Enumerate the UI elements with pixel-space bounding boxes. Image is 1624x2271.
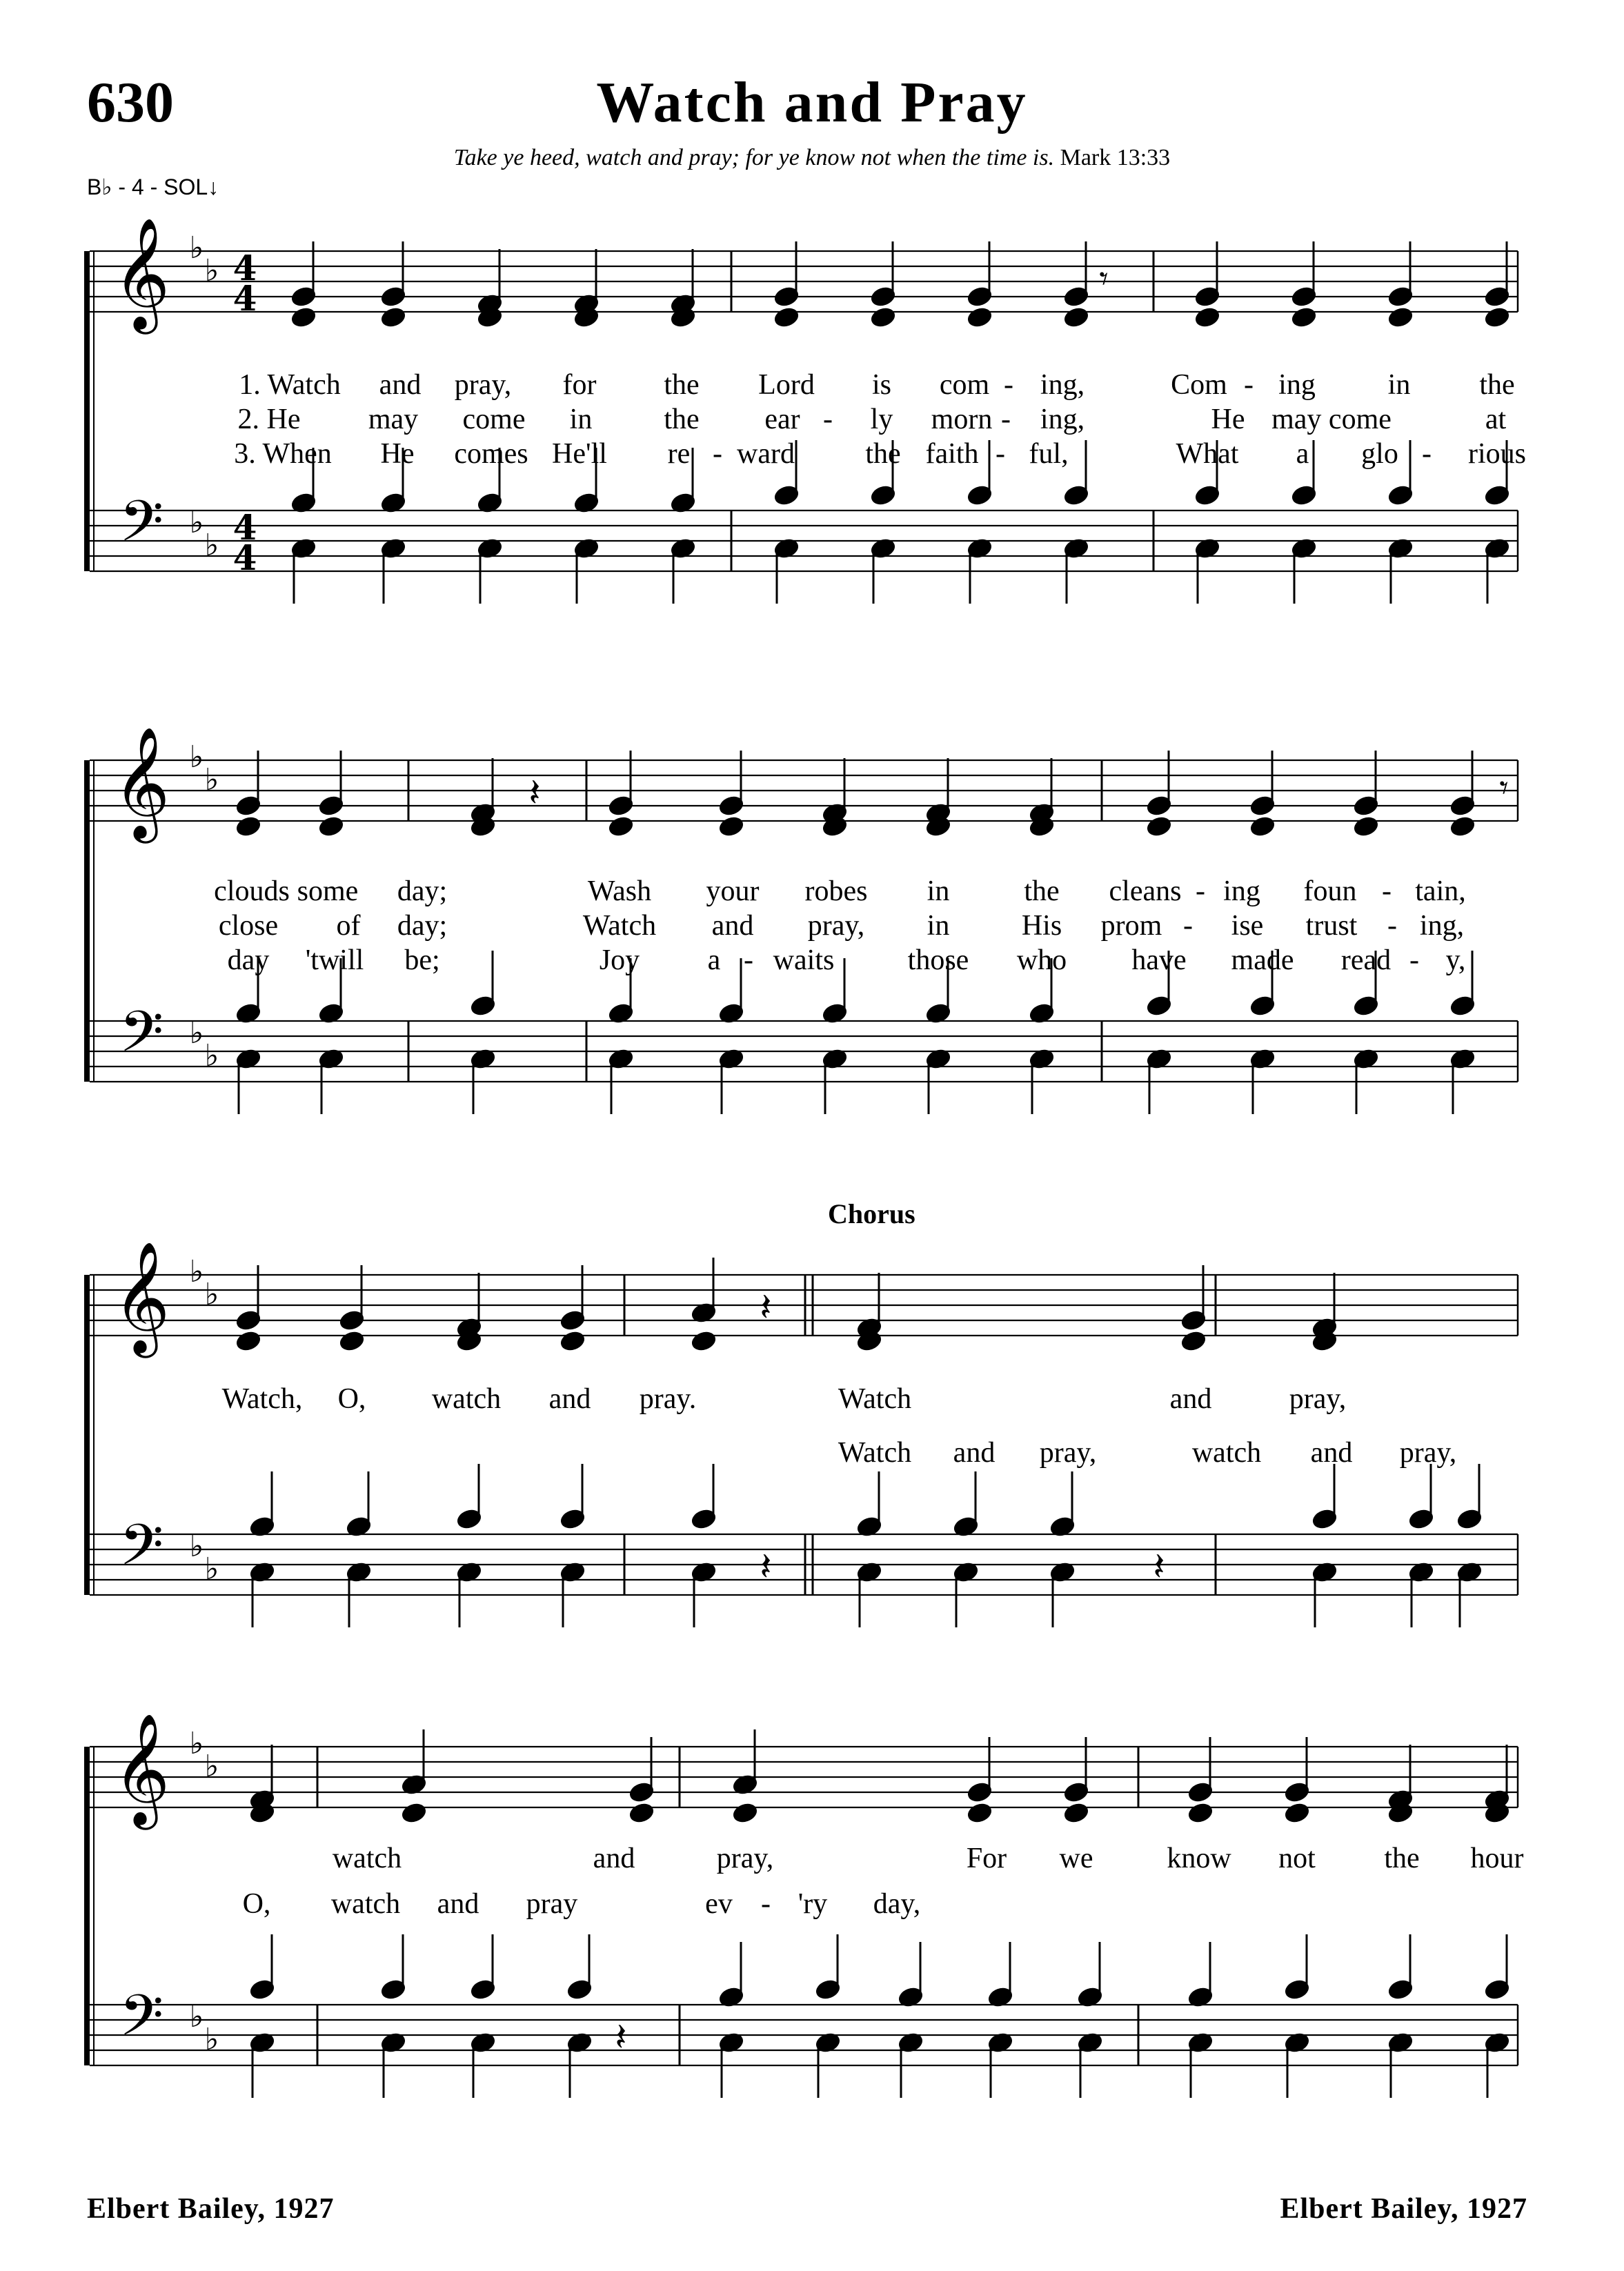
lyric-verse2: ing,: [1419, 910, 1465, 942]
note-head: [1284, 1802, 1310, 1824]
lyric-verse3: rious: [1468, 438, 1526, 470]
quarter-rest-icon: 𝄽: [1153, 1545, 1165, 1589]
lyric-chorus-line1: Watch: [838, 1383, 912, 1415]
note-head: [1194, 306, 1220, 328]
time-signature-top: 4: [232, 248, 257, 288]
lyric-chorus-line1: pray,: [1289, 1383, 1347, 1415]
lyric-chorus-line1: and: [548, 1383, 591, 1415]
note-head: [1063, 306, 1089, 328]
note-head: [339, 1330, 365, 1352]
lyric-verse3: re: [667, 438, 691, 470]
lyric-verse1: robes: [804, 875, 868, 907]
note-head: [1449, 815, 1476, 837]
flat-e-icon: ♭: [204, 1749, 219, 1784]
lyric-verse1: ing: [1223, 875, 1260, 907]
treble-clef-icon: 𝄞: [112, 217, 170, 330]
lyric-chorus-line4: 'ry: [798, 1888, 828, 1920]
quarter-rest-icon: 𝄽: [615, 2015, 627, 2060]
lyric-chorus-line4: watch: [330, 1888, 401, 1920]
lyric-verse2: come: [462, 404, 526, 435]
lyric-verse1: ing,: [1040, 369, 1085, 401]
note-head: [1187, 1802, 1214, 1824]
bass-clef-icon: 𝄢: [119, 1982, 164, 2063]
lyric-chorus-line2: Watch: [838, 1437, 912, 1469]
lyric-verse3: faith: [925, 438, 979, 470]
lyric-verse2: ing,: [1040, 404, 1085, 435]
lyric-verse2: close: [218, 910, 279, 942]
lyric-verse1: Lord: [758, 369, 815, 401]
lyric-verse1: -: [1382, 875, 1392, 907]
note-head: [608, 815, 634, 837]
bass-clef-icon: 𝄢: [119, 998, 164, 1079]
treble-clef-icon: 𝄞: [112, 1241, 170, 1353]
note-head: [401, 1802, 427, 1824]
lyric-verse3: a: [1296, 438, 1309, 470]
note-head: [380, 306, 406, 328]
lyric-verse2: prom: [1100, 910, 1162, 942]
credit-left: Elbert Bailey, 1927: [87, 2193, 335, 2225]
time-signature-bottom: 4: [232, 537, 257, 578]
flat-e-icon: ♭: [204, 762, 219, 797]
note-head: [318, 815, 344, 837]
note-head: [967, 1802, 993, 1824]
flat-b-icon: ♭: [189, 1999, 204, 2034]
lyric-verse1: for: [562, 369, 597, 401]
quarter-rest-icon: 𝄽: [760, 1545, 772, 1589]
note-head: [732, 1802, 758, 1824]
lyric-verse2: the: [664, 404, 700, 435]
quarter-rest-icon: 𝄽: [760, 1285, 772, 1330]
flat-e-icon: ♭: [204, 253, 219, 288]
flat-b-icon: ♭: [189, 1254, 204, 1289]
lyric-verse3: Joy: [599, 944, 640, 976]
bass-clef-icon: 𝄢: [119, 1511, 164, 1592]
lyric-verse1: tain,: [1415, 875, 1466, 907]
lyric-verse2: may come: [1271, 404, 1392, 435]
lyric-verse1: the: [664, 369, 700, 401]
flat-b-icon: ♭: [189, 1529, 204, 1564]
quarter-rest-icon: 𝄽: [528, 771, 541, 815]
bass-clef-icon: 𝄢: [119, 488, 164, 568]
note-head: [1063, 1802, 1089, 1824]
lyric-verse1: Wash: [587, 875, 652, 907]
lyric-chorus-line3: pray,: [716, 1843, 774, 1874]
lyric-chorus-line1: pray.: [639, 1383, 697, 1415]
treble-clef-icon: 𝄞: [112, 726, 170, 839]
lyric-chorus-line3: watch: [332, 1843, 402, 1874]
lyric-chorus-line2: and: [1310, 1437, 1353, 1469]
lyric-verse3: glo: [1361, 438, 1398, 470]
lyric-verse2: 2. He: [237, 404, 301, 435]
flat-e-icon: ♭: [204, 1038, 219, 1073]
flat-e-icon: ♭: [204, 2022, 219, 2057]
lyric-verse3: who: [1016, 944, 1067, 976]
lyric-verse3: ward: [737, 438, 795, 470]
flat-b-icon: ♭: [189, 740, 204, 775]
lyric-verse2: He: [1211, 404, 1245, 435]
lyric-verse2: ise: [1231, 910, 1264, 942]
lyric-verse2: at: [1485, 404, 1507, 435]
lyric-verse1: 1. Watch: [239, 369, 341, 401]
lyric-verse1: -: [1244, 369, 1254, 401]
lyric-verse1: some: [297, 875, 359, 907]
note-head: [870, 306, 896, 328]
lyric-chorus-line4: -: [761, 1888, 771, 1920]
note-head: [1353, 815, 1379, 837]
lyric-chorus-line2: pray,: [1039, 1437, 1097, 1469]
lyric-verse2: -: [1001, 404, 1011, 435]
lyric-verse2: -: [1387, 910, 1397, 942]
lyric-chorus-line2: pray,: [1399, 1437, 1457, 1469]
lyric-verse3: -: [1422, 438, 1432, 470]
lyric-verse3: What: [1176, 438, 1239, 470]
flat-b-icon: ♭: [189, 1015, 204, 1051]
note-head: [235, 1330, 261, 1352]
lyric-verse2: of: [336, 910, 361, 942]
lyric-verse3: 'twill: [305, 944, 364, 976]
note-head: [290, 306, 317, 328]
lyric-verse3: the: [865, 438, 901, 470]
lyric-verse1: is: [871, 369, 892, 401]
lyric-verse2: may: [368, 404, 419, 435]
lyric-verse2: His: [1021, 910, 1062, 942]
lyric-verse3: those: [907, 944, 969, 976]
treble-clef-icon: 𝄞: [112, 1713, 170, 1825]
lyric-verse3: waits: [773, 944, 835, 976]
lyric-verse2: ly: [870, 404, 893, 435]
lyric-verse3: read: [1340, 944, 1392, 976]
eighth-rest-icon: 𝄾: [1499, 768, 1509, 809]
lyric-chorus-line1: watch: [431, 1383, 502, 1415]
lyric-verse1: your: [706, 875, 760, 907]
lyric-verse2: morn: [931, 404, 993, 435]
lyric-chorus-line3: and: [593, 1843, 635, 1874]
lyric-verse1: com: [939, 369, 990, 401]
hymn-title: Watch and Pray: [596, 70, 1028, 135]
lyric-chorus-line1: O,: [337, 1383, 366, 1415]
time-signature-bottom: 4: [232, 278, 257, 319]
lyric-verse3: He: [380, 438, 415, 470]
flat-b-icon: ♭: [189, 505, 204, 540]
eighth-rest-icon: 𝄾: [1099, 259, 1109, 299]
lyric-verse3: -: [996, 438, 1005, 470]
lyric-verse1: -: [1004, 369, 1013, 401]
lyric-chorus-line3: hour: [1470, 1843, 1524, 1874]
lyric-chorus-line3: the: [1384, 1843, 1420, 1874]
scripture-quote: Take ye heed, watch and pray; for ye know not when the time is.: [453, 145, 1055, 170]
note-head: [967, 306, 993, 328]
lyric-verse3: ful,: [1029, 438, 1069, 470]
lyric-chorus-line4: ev: [705, 1888, 733, 1920]
note-head: [773, 306, 800, 328]
lyric-verse3: be;: [404, 944, 440, 976]
note-head: [560, 1330, 586, 1352]
lyric-verse1: and: [379, 369, 422, 401]
lyric-verse3: day: [227, 944, 270, 976]
lyric-chorus-line3: For: [966, 1843, 1007, 1874]
lyric-chorus-line3: not: [1278, 1843, 1316, 1874]
lyric-verse3: comes: [454, 438, 528, 470]
lyric-verse2: day;: [397, 910, 448, 942]
flat-b-icon: ♭: [189, 1726, 204, 1761]
lyric-chorus-line4: and: [437, 1888, 479, 1920]
lyric-chorus-line4: pray: [526, 1888, 578, 1920]
lyric-verse1: Com: [1171, 369, 1227, 401]
lyric-verse3: He'll: [552, 438, 607, 470]
lyric-verse1: foun: [1303, 875, 1357, 907]
lyric-verse1: in: [1387, 369, 1411, 401]
lyric-verse1: in: [927, 875, 950, 907]
lyric-verse1: the: [1024, 875, 1060, 907]
lyric-verse2: Watch: [582, 910, 657, 942]
flat-e-icon: ♭: [204, 1277, 219, 1312]
lyric-chorus-line2: and: [953, 1437, 996, 1469]
lyric-verse2: -: [1183, 910, 1193, 942]
lyric-verse2: trust: [1305, 910, 1358, 942]
lyric-chorus-line4: O,: [242, 1888, 271, 1920]
note-head: [235, 815, 261, 837]
lyric-chorus-line1: Watch,: [221, 1383, 303, 1415]
lyric-verse3: -: [744, 944, 753, 976]
lyric-chorus-line2: watch: [1191, 1437, 1262, 1469]
note-head: [691, 1330, 717, 1352]
lyric-verse3: -: [713, 438, 722, 470]
note-head: [1484, 306, 1510, 328]
lyric-verse1: ing: [1278, 369, 1316, 401]
lyric-verse2: in: [927, 910, 950, 942]
lyric-verse3: a: [707, 944, 721, 976]
lyric-verse1: the: [1479, 369, 1515, 401]
key-signature-info: B♭ - 4 - SOL↓: [87, 175, 219, 199]
lyric-verse2: in: [569, 404, 593, 435]
note-head: [718, 815, 744, 837]
scripture-reference: Mark 13:33: [1060, 145, 1171, 170]
hymn-number: 630: [87, 70, 174, 135]
credit-right: Elbert Bailey, 1927: [1280, 2193, 1527, 2225]
lyric-chorus-line4: day,: [873, 1888, 921, 1920]
note-head: [1180, 1330, 1207, 1352]
lyric-verse2: -: [823, 404, 833, 435]
note-head: [1146, 815, 1172, 837]
lyric-chorus-line1: and: [1169, 1383, 1212, 1415]
flat-e-icon: ♭: [204, 528, 219, 563]
note-head: [1249, 815, 1276, 837]
note-head: [1387, 306, 1414, 328]
lyric-verse1: clouds: [214, 875, 290, 907]
chorus-label: Chorus: [828, 1198, 915, 1229]
time-signature-top: 4: [232, 507, 257, 548]
lyric-verse3: have: [1131, 944, 1187, 976]
note-head: [628, 1802, 655, 1824]
lyric-verse1: -: [1196, 875, 1205, 907]
lyric-verse1: day;: [397, 875, 448, 907]
lyric-verse2: and: [711, 910, 754, 942]
lyric-verse3: 3. When: [234, 438, 332, 470]
lyric-chorus-line3: we: [1059, 1843, 1093, 1874]
lyric-verse3: -: [1409, 944, 1419, 976]
lyric-verse2: pray,: [807, 910, 865, 942]
lyric-verse1: cleans: [1109, 875, 1182, 907]
note-head: [1291, 306, 1317, 328]
lyric-verse2: ear: [764, 404, 800, 435]
flat-b-icon: ♭: [189, 230, 204, 266]
lyric-verse3: y,: [1445, 944, 1466, 976]
lyric-verse1: pray,: [454, 369, 512, 401]
flat-e-icon: ♭: [204, 1551, 219, 1587]
lyric-verse3: made: [1231, 944, 1294, 976]
lyric-chorus-line3: know: [1167, 1843, 1231, 1874]
